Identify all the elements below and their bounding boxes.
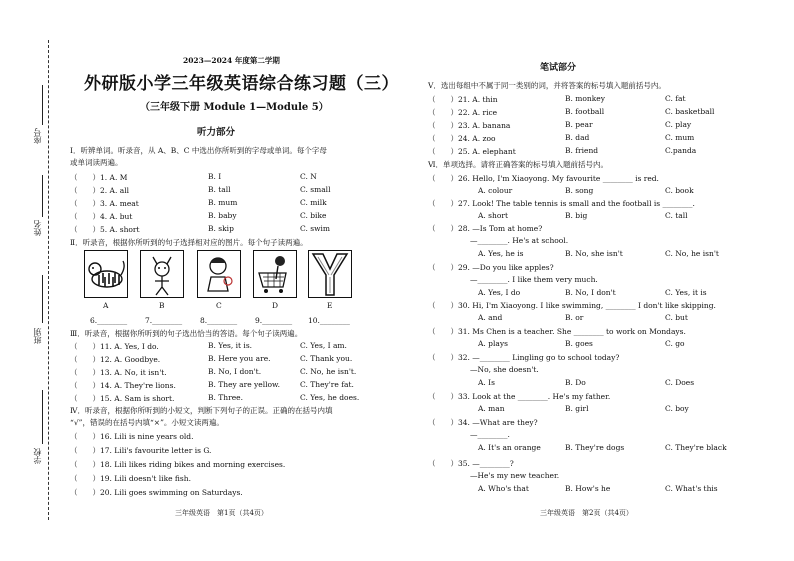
school-blank[interactable] [42,390,43,444]
q1-instructions-cont: 或单词读两遍。 [70,158,123,167]
option-a: A. man [478,404,505,413]
exam-title: 外研版小学三年级英语综合练习题（三） [84,74,399,94]
question-row[interactable]: （ ）32. —________ Lingling go to school today? [428,353,620,362]
question-row[interactable]: （ ）31. Ms Chen is a teacher. She ________ to work on Mondays. [428,327,686,336]
option-c: C. go [665,339,685,348]
option-b: B. song [565,186,594,195]
option-a: A. Yes, I do [478,288,521,297]
option-c: C. milk [300,198,327,207]
answer-blank[interactable]: 6.________ [90,316,128,325]
option-b: B. They are yellow. [208,380,280,389]
answer-blank[interactable]: 7.________ [145,316,183,325]
exam-subtitle: （三年级下册 Module 1—Module 5） [140,102,329,113]
option-b: B. No, she isn't [565,249,623,258]
question-row[interactable]: （ ）13. A. No, it isn't. [70,368,167,377]
listening-section-title: 听力部分 [197,127,236,138]
option-a: A. Who's that [478,484,529,493]
option-b: B. football [565,107,605,116]
q4-instructions: Ⅳ．听录音，根据你所听到的小短文，判断下列句子的正误。正确的在括号内填 [70,406,333,415]
option-a: A. short [478,211,508,220]
option-a: A. Is [478,378,495,387]
child-arms-up-picture [140,250,184,298]
option-b: B. I [208,172,222,181]
picture-label-c: C [216,301,222,310]
option-c: C. play [665,120,692,129]
option-b: B. Here you are. [208,354,271,363]
option-b: B. goes [565,339,593,348]
dialogue-line: —He's my new teacher. [470,471,560,480]
question-row[interactable]: （ ）18. Lili likes riding bikes and morning exercises. [70,460,286,469]
question-row[interactable]: （ ）12. A. Goodbye. [70,355,161,364]
girl-picture [197,250,241,298]
option-c: C. Yes, he does. [300,393,360,402]
option-c: C. basketball [665,107,715,116]
question-row[interactable]: （ ）17. Lili's favourite letter is G. [70,446,212,455]
question-row[interactable]: （ ）29. —Do you like apples? [428,263,554,272]
option-c: C. No, he isn't. [300,367,357,376]
option-c: C. swim [300,224,331,233]
dialogue-line: —________. I like them very much. [470,275,598,284]
school-label: 学校 [33,448,42,464]
option-c: C. bike [300,211,327,220]
option-b: B. big [565,211,588,220]
question-row[interactable]: （ ）19. Lili doesn't like fish. [70,474,191,483]
option-b: B. pear [565,120,593,129]
question-row[interactable]: （ ）5. A. short [70,225,140,234]
option-c: C. fat [665,94,686,103]
option-a: A. and [478,313,503,322]
dialogue-line: —No, she doesn't. [470,365,539,374]
shopping-cart-picture [253,250,297,298]
option-c: C. N [300,172,317,181]
answer-blank[interactable]: 8.________ [200,316,238,325]
q3-instructions: Ⅲ．听录音，根据你所听到的句子选出恰当的答语。每个句子读两遍。 [70,329,303,338]
option-b: B. Yes, it is. [208,341,253,350]
q5-instructions: Ⅴ．选出每组中不属于同一类别的词，并将答案的标号填入题前括号内。 [428,81,666,90]
page-footer-right: 三年级英语 第2页（共4页） [540,509,633,517]
dialogue-line: —________. [470,430,510,439]
option-b: B. They're dogs [565,443,625,452]
writing-section-title: 笔试部分 [540,63,577,73]
option-c: C. Thank you. [300,354,353,363]
q6-instructions: Ⅵ．单项选择。请将正确答案的标号填入题前括号内。 [428,160,609,169]
option-b: B. tall [208,185,231,194]
question-row[interactable]: （ ）35. —________? [428,459,514,468]
question-row[interactable]: （ ）21. A. thin [428,95,498,104]
option-c: C. What's this [665,484,718,493]
question-row[interactable]: （ ）1. A. M [70,173,128,182]
option-b: B. skip [208,224,234,233]
option-b: B. or [565,313,584,322]
option-b: B. How's he [565,484,611,493]
question-row[interactable]: （ ）28. —Is Tom at home? [428,224,543,233]
page-footer-left: 三年级英语 第1页（共4页） [175,509,268,517]
question-row[interactable]: （ ）24. A. zoo [428,134,496,143]
class-label: 班别 [33,328,42,344]
q1-instructions: Ⅰ．听辨单词。听录音，从 A、B、C 中选出你所听到的字母或单词。每个字母 [70,146,327,155]
seat-number-label: 座号 [33,128,42,144]
option-b: B. baby [208,211,237,220]
question-row[interactable]: （ ）30. Hi, I'm Xiaoyong. I like swimming, ________ I don't like skipping. [428,301,716,310]
question-row[interactable]: （ ）14. A. They're lions. [70,381,176,390]
binding-line [48,40,49,520]
question-row[interactable]: （ ）15. A. Sam is short. [70,394,175,403]
option-a: A. colour [478,186,513,195]
option-c: C. They're fat. [300,380,354,389]
picture-label-b: B [159,301,165,310]
option-a: A. It's an orange [478,443,541,452]
question-row[interactable]: （ ）16. Lili is nine years old. [70,432,194,441]
picture-label-a: A [103,301,109,310]
question-row[interactable]: （ ）23. A. banana [428,121,511,130]
school-year: 2023—2024 年度第二学期 [183,56,280,65]
option-b: B. mum [208,198,238,207]
name-blank[interactable] [42,175,43,217]
question-row[interactable]: （ ）22. A. rice [428,108,498,117]
letter-y-picture [308,250,352,298]
question-row[interactable]: （ ）3. A. meat [70,199,139,208]
option-c: C. mum [665,133,695,142]
option-c: C. boy [665,404,689,413]
option-b: B. No, I don't [565,288,616,297]
picture-label-e: E [327,301,333,310]
picture-label-d: D [272,301,279,310]
question-row[interactable]: （ ）2. A. all [70,186,129,195]
option-a: A. Yes, he is [478,249,524,258]
answer-blank[interactable]: 10.________ [308,316,350,325]
seat-number-blank[interactable] [42,85,43,125]
option-b: B. No, I don't. [208,367,262,376]
option-c: C. They're black [665,443,727,452]
question-row[interactable]: （ ）20. Lili goes swimming on Saturdays. [70,488,243,497]
option-a: A. plays [478,339,508,348]
option-c: C. book [665,186,694,195]
option-c: C. Does [665,378,695,387]
option-b: B. girl [565,404,589,413]
option-b: B. dad [565,133,590,142]
option-c: C. No, he isn't [665,249,719,258]
option-c: C. tall [665,211,688,220]
question-row[interactable]: （ ）27. Look! The table tennis is small and the football is ________. [428,199,695,208]
question-row[interactable]: （ ）26. Hello, I'm Xiaoyong. My favourite ________ is red. [428,174,659,183]
dialogue-line: —________. He's at school. [470,236,569,245]
tiger-picture [84,250,128,298]
option-c: C. Yes, it is [665,288,707,297]
question-row[interactable]: （ ）25. A. elephant [428,147,516,156]
option-b: B. Do [565,378,586,387]
class-blank[interactable] [42,275,43,323]
question-row[interactable]: （ ）33. Look at the ________. He's my father. [428,392,611,401]
option-b: B. Three. [208,393,243,402]
q2-instructions: Ⅱ．听录音，根据你所听到的句子选择相对应的图片。每个句子读两遍。 [70,238,308,247]
question-row[interactable]: （ ）11. A. Yes, I do. [70,342,159,351]
option-c: C. small [300,185,331,194]
q4-instructions-cont: “√”，错误的在括号内填“×”。小短文读两遍。 [70,418,224,427]
option-c: C. but [665,313,688,322]
name-label: 姓名 [33,220,42,236]
answer-blank[interactable]: 9.________ [255,316,293,325]
option-c: C. Yes, I am. [300,341,347,350]
question-row[interactable]: （ ）4. A. but [70,212,133,221]
option-b: B. monkey [565,94,605,103]
question-row[interactable]: （ ）34. —What are they? [428,418,538,427]
option-b: B. friend [565,146,599,155]
option-c: C.panda [665,146,697,155]
